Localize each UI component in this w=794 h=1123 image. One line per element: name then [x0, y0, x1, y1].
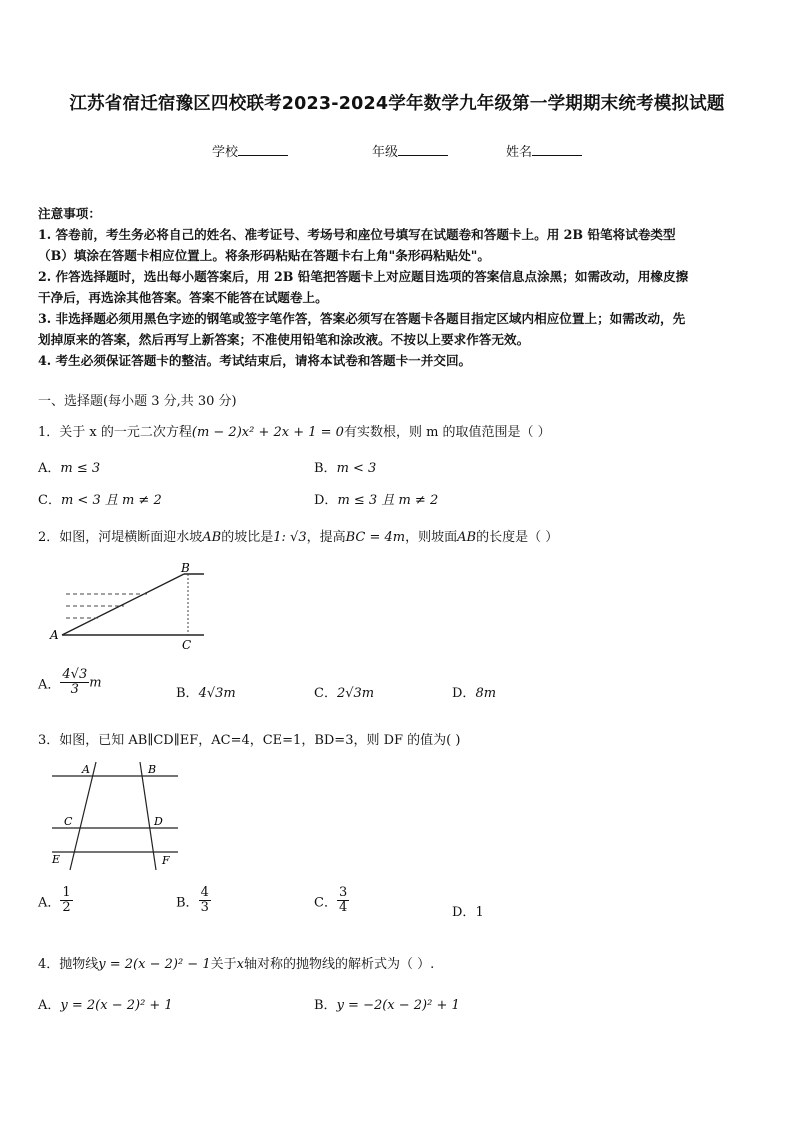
q3-option-c — [314, 886, 349, 916]
q2-option-c — [314, 682, 374, 701]
riverbank-diagram — [49, 561, 204, 652]
q1-option-d — [314, 489, 438, 508]
question-1 — [38, 421, 551, 440]
section-heading: 一、选择题(每小题 3 分,共 30 分) — [38, 394, 237, 409]
q2-figure — [44, 560, 214, 655]
option-text: m < 3 — [336, 461, 377, 476]
school-field — [212, 141, 288, 160]
fraction-denominator: 3 — [200, 900, 209, 916]
label-e: E — [52, 853, 61, 866]
q1-prefix: 1．关于 x 的一元二次方程 — [38, 425, 192, 440]
option-label: C． — [314, 895, 337, 911]
q2-mid: 的坡比是 — [221, 530, 274, 545]
notice-line: 干净后，再选涂其他答案。答案不能答在试题卷上。 — [38, 290, 328, 305]
q4-option-a — [38, 994, 173, 1013]
transversal-ace — [70, 762, 96, 870]
option-label: D． — [452, 686, 476, 701]
q4-suffix: 轴对称的抛物线的解析式为（ ）. — [243, 957, 435, 972]
option-text: m ≤ 3 — [60, 461, 101, 476]
label-b: B — [148, 763, 157, 776]
q2-ab: AB — [202, 530, 222, 545]
label-f: F — [162, 854, 170, 867]
q4-mid: 关于 — [210, 957, 237, 972]
q2-ratio: 1: √3 — [273, 530, 307, 545]
slope-line — [62, 574, 184, 635]
question-4 — [38, 953, 434, 972]
notice-line: 1. 答卷前，考生务必将自己的姓名、准考证号、考场号和座位号填写在试题卷和答题卡上。用 2B 铅笔将试卷类型 — [38, 227, 676, 242]
q1-suffix: 有实数根，则 m 的取值范围是（ ） — [343, 425, 551, 440]
parallel-lines-diagram — [51, 762, 178, 870]
q1-option-b — [314, 457, 376, 476]
option-fraction — [60, 668, 89, 698]
option-fraction — [199, 886, 211, 916]
option-label: B． — [314, 461, 337, 476]
option-fraction — [60, 886, 72, 916]
label-c: C — [182, 638, 192, 652]
notice-line: 4. 考生必须保证答题卡的整洁。考试结束后，请将本试卷和答题卡一并交回。 — [38, 353, 472, 368]
label-d: D — [154, 815, 163, 828]
q1-option-c — [38, 489, 162, 508]
fraction-numerator: 4 — [200, 885, 209, 900]
option-text: 4√3m — [198, 686, 236, 701]
q1-option-a — [38, 457, 100, 476]
question-2 — [38, 526, 558, 545]
q2-option-a — [38, 668, 102, 698]
name-blank — [532, 143, 582, 156]
fraction-numerator: 3 — [338, 885, 348, 900]
grade-field — [372, 141, 448, 160]
q2-suffix: ，则坡面 — [405, 530, 458, 545]
name-field — [506, 141, 582, 160]
school-label: 学校 — [212, 145, 239, 160]
label-c: C — [64, 815, 73, 828]
option-text: m < 3 且 m ≠ 2 — [60, 493, 162, 508]
q3-option-b — [176, 886, 211, 916]
option-text: 2√3m — [336, 686, 375, 701]
q2-suffix2: 的长度是（ ） — [476, 530, 559, 545]
option-label: C． — [314, 686, 337, 701]
option-text: m ≤ 3 且 m ≠ 2 — [337, 493, 439, 508]
notice-line: 3. 非选择题必须用黑色字迹的钢笔或签字笔作答，答案必须写在答题卡各题目指定区域内相应位置上；如需改动，先 — [38, 311, 686, 326]
option-label: C． — [38, 493, 61, 508]
notice-line: 划掉原来的答案，然后再写上新答案；不准使用铅笔和涂改液。不按以上要求作答无效。 — [38, 332, 530, 347]
q1-equation: (m − 2)x² + 2x + 1 = 0 — [191, 425, 344, 440]
q2-option-d — [452, 682, 496, 701]
option-text: 8m — [475, 686, 497, 701]
label-a: A — [82, 763, 90, 776]
option-label: D． — [314, 493, 338, 508]
q2-ab: AB — [457, 530, 477, 545]
option-label: B． — [176, 686, 199, 701]
option-label: A． — [38, 461, 61, 476]
label-b: B — [181, 561, 190, 575]
option-text: y = 2(x − 2)² + 1 — [60, 998, 173, 1013]
school-blank — [238, 143, 288, 156]
notice-line: （B）填涂在答题卡相应位置上。将条形码粘贴在答题卡右上角"条形码粘贴处"。 — [38, 248, 490, 263]
q3-option-a — [38, 886, 73, 916]
question-3: 3．如图，已知 AB∥CD∥EF，AC=4，CE=1，BD=3，则 DF 的值为( ) — [38, 733, 461, 748]
notice-line: 2. 作答选择题时，选出每小题答案后，用 2B 铅笔把答题卡上对应题目选项的答案信息点涂黑；如需改动，用橡皮擦 — [38, 269, 689, 284]
option-text: y = −2(x − 2)² + 1 — [336, 998, 460, 1013]
option-label: A． — [38, 677, 61, 693]
grade-blank — [398, 143, 448, 156]
q4-prefix: 4．抛物线 — [38, 957, 99, 972]
option-fraction — [337, 886, 349, 916]
fraction-numerator: 1 — [62, 885, 71, 900]
option-label: B． — [314, 998, 337, 1013]
option-unit: m — [89, 675, 102, 691]
q4-equation: y = 2(x − 2)² − 1 — [98, 957, 211, 972]
fraction-denominator: 4 — [338, 900, 348, 916]
q2-prefix: 2．如图，河堤横断面迎水坡 — [38, 530, 203, 545]
q4-option-b — [314, 994, 460, 1013]
option-label: D． — [452, 905, 476, 920]
option-text: 1 — [475, 905, 484, 920]
q2-mid2: ，提高 — [306, 530, 346, 545]
fraction-denominator: 2 — [62, 900, 71, 916]
q2-bc: BC = 4m — [345, 530, 406, 545]
q4-axis: x — [236, 957, 244, 972]
option-label: A． — [38, 895, 61, 911]
q3-figure — [44, 758, 184, 876]
label-a: A — [50, 628, 59, 642]
option-label: B． — [176, 895, 199, 911]
q2-option-b — [176, 682, 236, 701]
fraction-numerator: 4√3 — [62, 667, 88, 682]
notice-heading: 注意事项： — [38, 206, 101, 221]
fraction-denominator: 3 — [70, 682, 79, 698]
name-label: 姓名 — [506, 145, 533, 160]
option-label: A． — [38, 998, 61, 1013]
q3-option-d — [452, 901, 484, 920]
grade-label: 年级 — [372, 145, 399, 160]
page-title: 江苏省宿迁宿豫区四校联考2023-2024学年数学九年级第一学期期末统考模拟试题 — [69, 94, 725, 114]
